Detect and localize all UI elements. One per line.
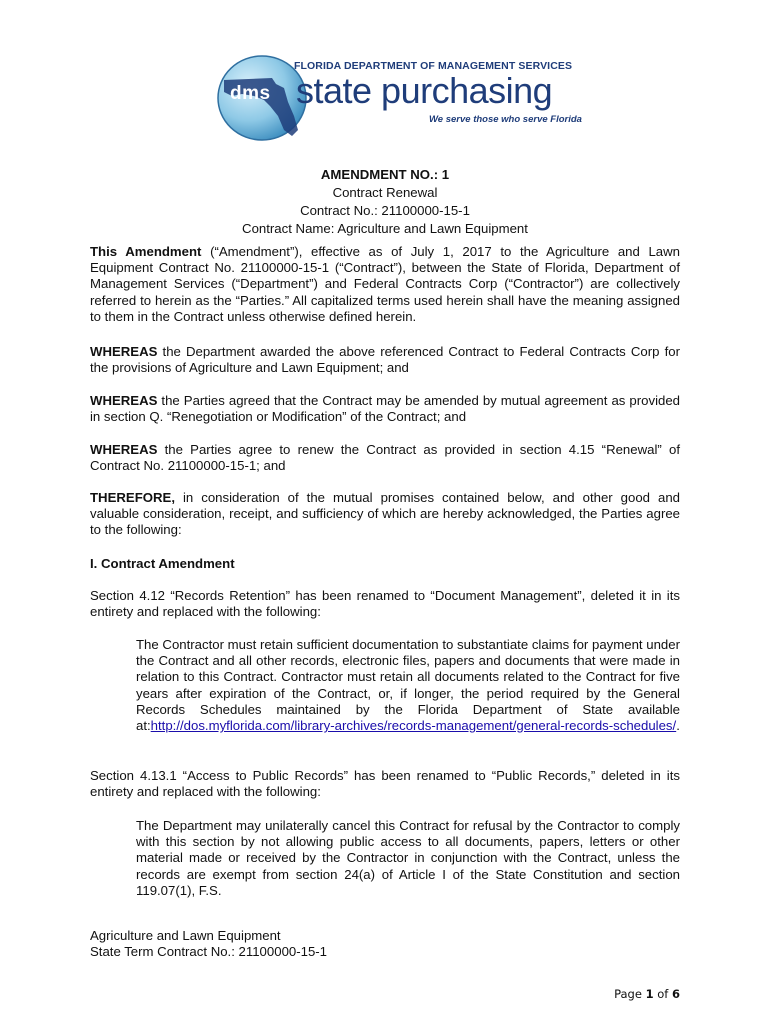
section-title: I. Contract Amendment: [90, 556, 235, 571]
therefore-lead: THEREFORE,: [90, 490, 175, 505]
contract-name: Contract Name: Agriculture and Lawn Equipment: [242, 221, 528, 236]
intro-paragraph: [90, 244, 680, 325]
dms-logo: [214, 50, 582, 150]
therefore-text: in consideration of the mutual promises contained below, and other good and valuable consideration, receipt, and sufficiency of which are hereby acknowledged, the Parties agree to the following:: [90, 490, 680, 538]
whereas-lead: WHEREAS: [90, 442, 158, 457]
logo-badge-text: dms: [230, 83, 271, 104]
whereas-lead: WHEREAS: [90, 344, 158, 359]
section-4-12-body: [136, 637, 680, 734]
page-total: 6: [671, 987, 680, 1001]
whereas-text: the Parties agree to renew the Contract as provided in section 4.15 “Renewal” of Contract No. 21100000-15-1; and: [90, 442, 680, 474]
whereas-paragraph-3: [90, 442, 680, 474]
whereas-lead: WHEREAS: [90, 393, 158, 408]
therefore-paragraph: [90, 490, 680, 539]
amendment-heading: [90, 166, 680, 238]
whereas-text: the Department awarded the above referenced Contract to Federal Contracts Corp for the provisions of Agriculture and Lawn Equipment; and: [90, 344, 680, 376]
logo-tagline: We serve those who serve Florida: [429, 114, 582, 125]
section-4-12-body-end: .: [676, 718, 680, 734]
page-prefix: Page: [614, 987, 646, 1001]
logo-department: FLORIDA DEPARTMENT OF MANAGEMENT SERVICES: [294, 60, 573, 72]
amendment-type: Contract Renewal: [332, 185, 438, 200]
contract-number: Contract No.: 21100000-15-1: [300, 203, 470, 218]
page-footer: [90, 928, 327, 960]
page-current: 1: [645, 987, 654, 1001]
footer-line-1: Agriculture and Lawn Equipment: [90, 928, 281, 943]
section-4-13-1-body: The Department may unilaterally cancel this Contract for refusal by the Contractor to comply with this section by not allowing public access to all documents, papers, letters or other material made or received by the Contractor in conjunction with the Contract, unless the records are exempt from section 24(a) of Article I of the State Constitution and section 119.07(1), F.S.: [136, 818, 680, 898]
section-4-12-body-text: The Contractor must retain sufficient documentation to substantiate claims for payment under the Contract and all other records, electronic files, papers and documents that were made in relation to this Contract. Contractor must retain all documents related to the Contract for five years after expiration of the Contract, or, if longer, the period required by the General Records Schedules maintained by the Florida Department of State available at:: [136, 637, 680, 734]
intro-lead: This Amendment: [90, 244, 202, 259]
footer-line-2: State Term Contract No.: 21100000-15-1: [90, 944, 328, 960]
section-4-12-paragraph: Section 4.12 “Records Retention” has been renamed to “Document Management”, deleted it in its entirety and replaced with the following:: [90, 588, 680, 620]
amendment-number: AMENDMENT NO.: 1: [320, 167, 450, 182]
whereas-text: the Parties agreed that the Contract may be amended by mutual agreement as provided in section Q. “Renegotiation or Modification” of the Contract; and: [90, 393, 680, 425]
logo-name: state purchasing: [296, 70, 553, 111]
section-4-13-1-paragraph: Section 4.13.1 “Access to Public Records” has been renamed to “Public Records,” deleted in its entirety and replaced with the following:: [90, 768, 680, 800]
whereas-paragraph-2: [90, 393, 680, 425]
page-number: [614, 987, 680, 1001]
intro-text: (“Amendment”), effective as of July 1, 2017 to the Agriculture and Lawn Equipment Contract No. 21100000-15-1 (“Contract”), between the State of Florida, Department of Management Services (“Department”) and Federal Contracts Corp (“Contractor”) are collectively referred to herein as the “Parties.” All capitalized terms used herein shall have the meaning assigned to them in the Contract unless otherwise defined herein.: [90, 244, 680, 324]
whereas-paragraph-1: [90, 344, 680, 376]
page-of: of: [653, 987, 672, 1001]
records-schedule-link[interactable]: http://dos.myflorida.com/library-archives/records-management/general-records-schedules/: [150, 718, 677, 734]
